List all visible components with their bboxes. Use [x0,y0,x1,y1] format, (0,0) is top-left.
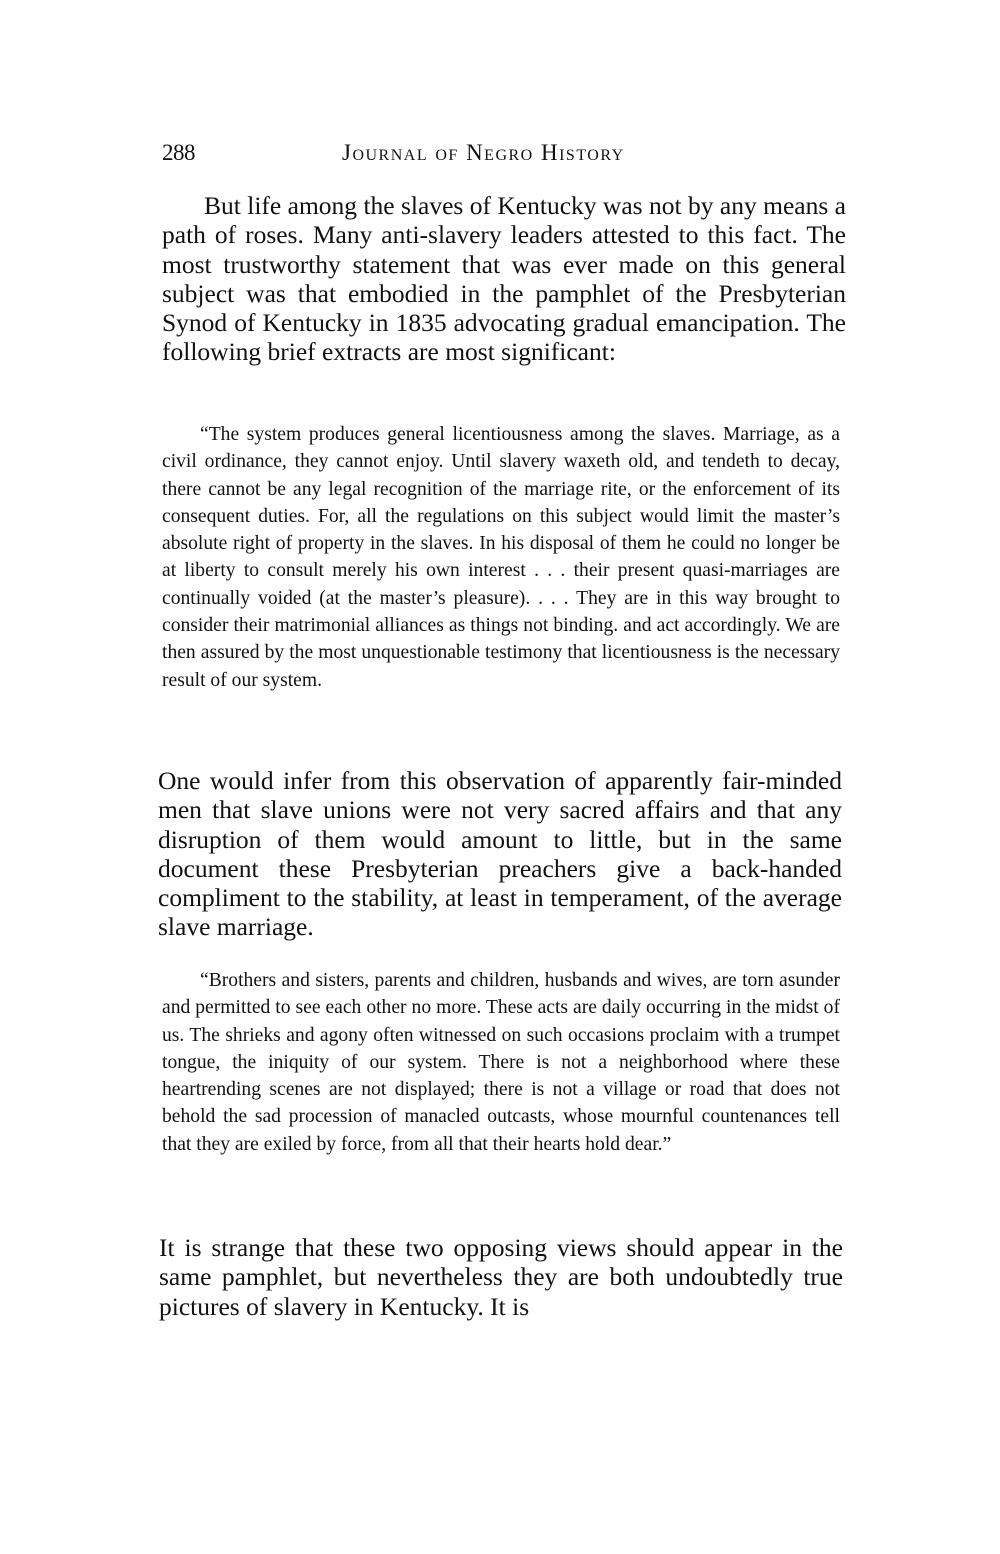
running-head [162,140,846,170]
body-paragraph-1: But life among the slaves of Kentucky was not by any means a path of roses. Many anti-slavery leaders attested to this fact. The most trustworthy statement that was ever made on this general subject was that embodied in the pamphlet of the Presbyterian Synod of Kentucky in 1835 advocating gradual emancipation. The following brief extracts are most significant: [162,191,846,367]
page-number: 288 [162,140,195,165]
body-paragraph-3: It is strange that these two opposing views should appear in the same pamphlet, but nevertheless they are both undoubtedly true pictures of slavery in Kentucky. It is [159,1233,843,1321]
journal-title: Journal of Negro History [342,140,625,165]
body-paragraph-2: One would infer from this observation of apparently fair-minded men that slave unions were not very sacred affairs and that any disruption of them would amount to little, but in the same document these Presbyterian preachers give a back-handed compliment to the stability, at least in temperament, of the average slave marriage. [158,766,842,942]
block-quote-1: “The system produces general licentiousness among the slaves. Marriage, as a civil ordinance, they cannot enjoy. Until slavery waxeth old, and tendeth to decay, there cannot be any legal recognition of the marriage rite, or the enforcement of its consequent duties. For, all the regulations on this subject would limit the master’s absolute right of property in the slaves. In his disposal of them he could no longer be at liberty to consult merely his own interest . . . their present quasi-marriages are continually voided (at the master’s pleasure). . . . They are in this way brought to consider their matrimonial alliances as things not binding. and act accordingly. We are then assured by the most unquestionable testimony that licentiousness is the necessary result of our system. [162,424,840,691]
block-quote-2: “Brothers and sisters, parents and children, husbands and wives, are torn asunder and permitted to see each other no more. These acts are daily occurring in the midst of us. The shrieks and agony often witnessed on such occasions proclaim with a trumpet tongue, the iniquity of our system. There is not a neighborhood where these heartrending scenes are not displayed; there is not a village or road that does not behold the sad procession of manacled outcasts, whose mournful countenances tell that they are exiled by force, from all that their hearts hold dear.” [162,970,840,1155]
